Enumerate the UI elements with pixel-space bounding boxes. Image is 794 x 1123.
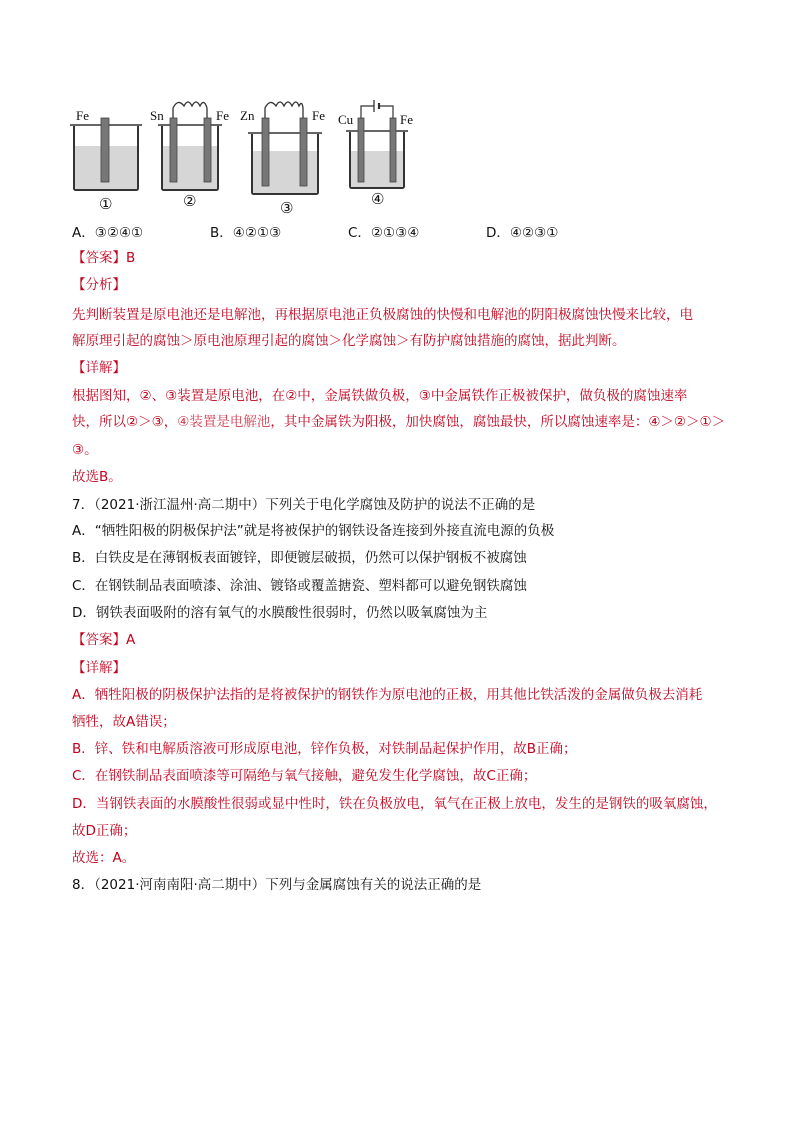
beaker-3 — [240, 102, 325, 217]
q6-answer-line — [72, 249, 135, 267]
q7-detail-d-2: 故D正确； — [72, 823, 137, 839]
q7-conclusion: 故选：A。 — [72, 850, 136, 866]
figure-label-4: ④ — [371, 190, 385, 208]
detail-text-1: 根据图知，②、③装置是原电池，在②中，金属铁做负极，③中金属铁作正极被保护，做负极的腐蚀速率 — [72, 388, 688, 404]
detail-header: 【详解】 — [72, 360, 126, 376]
option-c: C．②①③④ — [348, 225, 420, 241]
q7-detail-d-1: D．当钢铁表面的水膜酸性很弱或显中性时，铁在负极放电，氧气在正极上放电，发生的是钢铁的吸氧腐蚀， — [72, 796, 717, 812]
answer-header: 【答案】 — [72, 250, 126, 266]
detail-text-2 — [72, 413, 725, 431]
q7-option-b: B．白铁皮是在薄钢板表面镀锌，即便镀层破损，仍然可以保护钢板不被腐蚀 — [72, 550, 527, 566]
option-b: B．④②①③ — [210, 225, 282, 241]
question-8-stem: 8．（2021·河南南阳·高二期中）下列与金属腐蚀有关的说法正确的是 — [72, 877, 482, 893]
answer-value: B — [126, 250, 136, 266]
conclusion: 故选B。 — [72, 469, 122, 485]
q7-detail-b: B．锌、铁和电解质溶液可形成原电池，锌作负极，对铁制品起保护作用，故B正确； — [72, 741, 577, 757]
detail-text-2b: ④装置是电解池 — [177, 414, 271, 430]
electrode-label: Sn — [150, 108, 164, 123]
electrode-label: Cu — [338, 112, 354, 127]
detail-text-2a: 快，所以②＞③， — [72, 414, 178, 430]
analysis-header: 【分析】 — [72, 277, 126, 293]
q7-option-d: D．钢铁表面吸附的溶有氧气的水膜酸性很弱时，仍然以吸氧腐蚀为主 — [72, 605, 488, 621]
answer-header: 【答案】 — [72, 632, 126, 648]
figure-label-1: ① — [99, 195, 113, 213]
q7-option-c: C．在钢铁制品表面喷漆、涂油、镀铬或覆盖搪瓷、塑料都可以避免钢铁腐蚀 — [72, 578, 527, 594]
electrode-label: Fe — [312, 108, 325, 123]
electrode-label: Zn — [240, 108, 255, 123]
analysis-text-2: 解原理引起的腐蚀＞原电池原理引起的腐蚀＞化学腐蚀＞有防护腐蚀措施的腐蚀，据此判断。 — [72, 333, 626, 349]
beakers-diagram — [66, 96, 446, 218]
electrochemistry-figure — [66, 96, 446, 218]
q7-detail-a-2: 牺牲，故A错误； — [72, 714, 176, 730]
q7-option-a: A．“牺牲阳极的阴极保护法”就是将被保护的钢铁设备连接到外接直流电源的负极 — [72, 523, 555, 539]
q7-detail-a-1: A．牺牲阳极的阴极保护法指的是将被保护的钢铁作为原电池的正极，用其他比铁活泼的金属做负极去消耗 — [72, 687, 703, 703]
beaker-2 — [150, 102, 229, 210]
electrode-label: Fe — [400, 112, 413, 127]
detail-text-3: ③。 — [72, 442, 98, 458]
electrode-label: Fe — [216, 108, 229, 123]
answer-value: A — [126, 632, 136, 648]
electrode-label: Fe — [76, 108, 89, 123]
option-d: D．④②③① — [486, 225, 559, 241]
option-a: A．③②④① — [72, 225, 144, 241]
figure-label-2: ② — [183, 192, 197, 210]
detail-header: 【详解】 — [72, 660, 126, 676]
beaker-1 — [70, 108, 142, 213]
q7-answer-line — [72, 631, 135, 649]
detail-text-2c: ，其中金属铁为阳极，加快腐蚀，腐蚀最快，所以腐蚀速率是：④＞②＞①＞ — [270, 414, 726, 430]
figure-label-3: ③ — [280, 199, 294, 217]
question-7-stem: 7．（2021·浙江温州·高二期中）下列关于电化学腐蚀及防护的说法不正确的是 — [72, 497, 536, 513]
beaker-4 — [338, 100, 413, 208]
q7-detail-c: C．在钢铁制品表面喷漆等可隔绝与氧气接触，避免发生化学腐蚀，故C正确； — [72, 768, 537, 784]
analysis-text-1: 先判断装置是原电池还是电解池，再根据原电池正负极腐蚀的快慢和电解池的阴阳极腐蚀快慢来比较，电 — [72, 307, 693, 323]
